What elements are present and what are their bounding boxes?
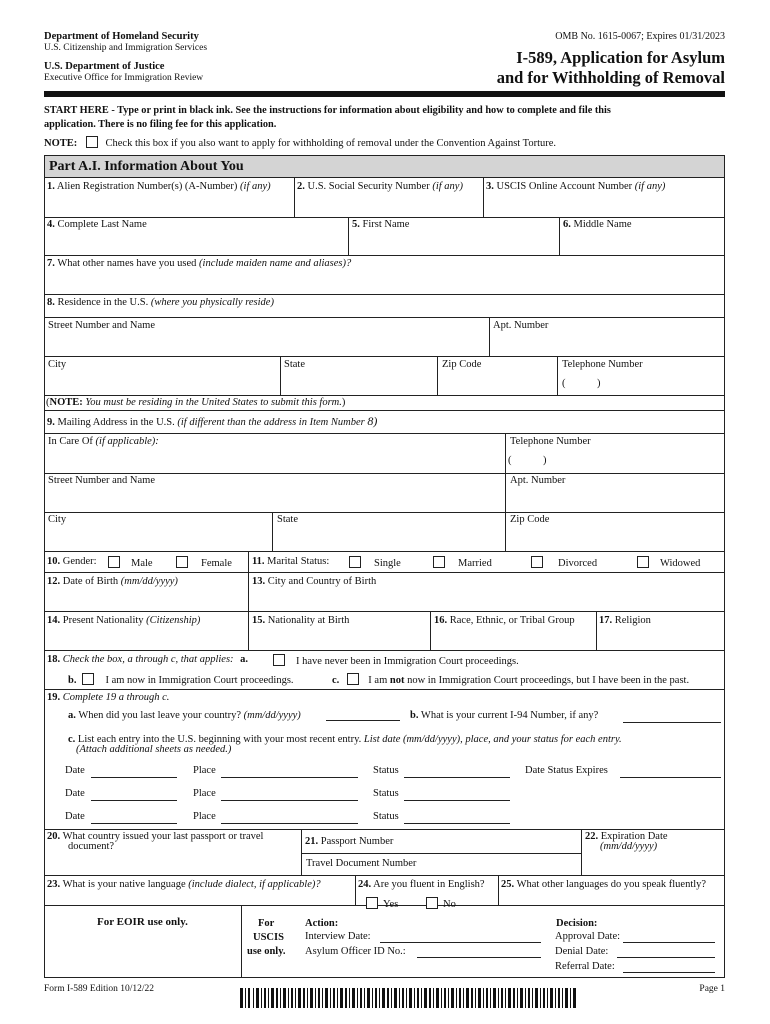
court-option-c[interactable]: c. I am not now in Immigration Court proceedings, but I have been in the past. [332, 675, 690, 686]
form-title-line2: and for Withholding of Removal [496, 68, 725, 87]
form-edition: Form I-589 Edition 10/12/22 [44, 984, 155, 994]
passport-country-input[interactable] [46, 855, 299, 874]
last-left-label: a. When did you last leave your country? (mm/dd/yyyy) [68, 710, 301, 721]
english-no[interactable]: No [426, 897, 456, 910]
religion-label: 17. Religion [599, 615, 651, 626]
denial-date-label: Denial Date: [555, 946, 609, 957]
other-languages-label: 25. What other languages do you speak fluently? [501, 879, 707, 890]
marital-label: 11. Marital Status: [252, 556, 330, 567]
english-yes[interactable]: Yes [366, 897, 398, 910]
entry3-status-input[interactable] [404, 823, 510, 824]
status-expires-input[interactable] [620, 777, 721, 778]
entry2-place-input[interactable] [221, 800, 358, 801]
denial-date-input[interactable] [617, 957, 715, 958]
eoir-use-label: For EOIR use only. [97, 916, 188, 928]
entry3-date-label: Date [65, 811, 85, 822]
action-label: Action: [305, 918, 339, 929]
marital-married[interactable]: Married [433, 556, 492, 569]
gender-female[interactable]: Female [176, 556, 232, 569]
entry1-date-input[interactable] [91, 777, 177, 778]
religion-input[interactable] [598, 628, 723, 649]
english-label: 24. Are you fluent in English? [358, 879, 485, 890]
expiration-input[interactable] [583, 855, 723, 874]
approval-date-input[interactable] [623, 942, 715, 943]
birth-nationality-input[interactable] [250, 628, 428, 649]
entry3-place-input[interactable] [221, 823, 358, 824]
passport-country-label-cont: document? [68, 841, 115, 852]
officer-id-label: Asylum Officer ID No.: [305, 946, 406, 957]
travel-doc-label: Travel Document Number [306, 858, 417, 869]
entries-label: 19. Complete 19 a through c. [47, 692, 170, 703]
gender-label: 10. Gender: [47, 556, 97, 567]
header-rule [44, 91, 725, 97]
other-names-label: 7. What other names have you used (include maiden name and aliases)? [47, 258, 352, 269]
officer-id-input[interactable] [417, 957, 541, 958]
expiration-label: 22. Expiration Date [585, 831, 668, 842]
note-label: NOTE: [44, 138, 78, 149]
court-c-checkbox[interactable] [347, 673, 359, 685]
other-names-input[interactable] [46, 272, 723, 293]
female-checkbox[interactable] [176, 556, 188, 568]
expiration-format: (mm/dd/yyyy) [600, 841, 658, 852]
referral-date-label: Referral Date: [555, 961, 615, 972]
mail-city-label: City [48, 514, 67, 525]
passport-country-label: 20. What country issued your last passport or travel [47, 831, 264, 842]
cat-note-text: Check this box if you also want to apply for withholding of removal under the Convention Against Torture. [105, 138, 557, 149]
interview-date-label: Interview Date: [305, 931, 371, 942]
mail-apt-label: Apt. Number [510, 475, 566, 486]
last-name-input[interactable] [46, 233, 346, 254]
cat-checkbox[interactable] [86, 136, 98, 148]
careof-input[interactable] [46, 450, 503, 472]
uscis-account-input[interactable] [485, 194, 723, 216]
married-checkbox[interactable] [433, 556, 445, 568]
careof-label: In Care Of (if applicable): [48, 436, 159, 447]
entry1-status-input[interactable] [404, 777, 510, 778]
mail-zip-label: Zip Code [510, 514, 550, 525]
res-state-label: State [284, 359, 305, 370]
cat-note [44, 136, 556, 149]
first-name-label: 5. First Name [352, 219, 410, 230]
court-label: 18. Check the box, a through c, that applies: a. [47, 654, 249, 665]
status-expires-label: Date Status Expires [525, 765, 608, 776]
entry2-status-label: Status [373, 788, 399, 799]
last-name-label: 4. Complete Last Name [47, 219, 147, 230]
mail-street-label: Street Number and Name [48, 475, 156, 486]
birthplace-input[interactable] [250, 589, 723, 610]
res-city-label: City [48, 359, 67, 370]
dob-label: 12. Date of Birth (mm/dd/yyyy) [47, 576, 178, 587]
native-language-label: 23. What is your native language (include dialect, if applicable)? [47, 879, 321, 890]
last-left-input[interactable] [326, 720, 400, 721]
mail-apt-input[interactable] [507, 489, 723, 511]
referral-date-input[interactable] [623, 972, 715, 973]
mail-tel-input[interactable]: ( ) [508, 455, 547, 466]
mail-street-input[interactable] [46, 489, 503, 511]
res-street-input[interactable] [46, 333, 487, 355]
entry2-date-input[interactable] [91, 800, 177, 801]
uscis-account-label: 3. USCIS Online Account Number (if any) [486, 181, 666, 192]
middle-name-input[interactable] [561, 233, 723, 254]
res-tel-input[interactable]: ( ) [562, 378, 601, 389]
part-a1-title: Part A.I. Information About You [45, 156, 724, 178]
attach-sheets-note: (Attach additional sheets as needed.) [76, 744, 232, 755]
mailing-label: 9. Mailing Address in the U.S. (if different than the address in Item Number 8) [47, 414, 378, 428]
uscis-use-label-2: USCIS [253, 932, 284, 943]
entry3-status-label: Status [373, 811, 399, 822]
entry2-place-label: Place [193, 788, 216, 799]
court-option-a[interactable]: I have never been in Immigration Court proceedings. [273, 654, 519, 667]
widowed-checkbox[interactable] [637, 556, 649, 568]
residence-label: 8. Residence in the U.S. (where you physically reside) [47, 297, 274, 308]
first-name-input[interactable] [350, 233, 557, 254]
entry3-place-label: Place [193, 811, 216, 822]
agency-eoir: Executive Office for Immigration Review [44, 73, 204, 83]
agency-doj: U.S. Department of Justice [44, 61, 165, 72]
res-apt-label: Apt. Number [493, 320, 549, 331]
race-label: 16. Race, Ethnic, or Tribal Group [434, 615, 575, 626]
entry1-date-label: Date [65, 765, 85, 776]
entry2-status-input[interactable] [404, 800, 510, 801]
nationality-input[interactable] [46, 628, 246, 649]
decision-label: Decision: [556, 918, 598, 929]
agency-uscis: U.S. Citizenship and Immigration Services [44, 43, 208, 53]
res-tel-label: Telephone Number [562, 359, 643, 370]
passport-number-label: 21. Passport Number [305, 836, 394, 847]
uscis-use-label-1: For [258, 918, 275, 929]
court-option-b[interactable]: b. I am now in Immigration Court proceedings. [68, 675, 294, 686]
i94-label: b. What is your current I-94 Number, if any? [410, 710, 599, 721]
i94-input[interactable] [623, 722, 721, 723]
entry-list-label: c. List each entry into the U.S. beginning with your most recent entry. List date (mm/dd/yyyy), place, and your status for each entry. [68, 734, 622, 745]
a-number-label: 1. Alien Registration Number(s) (A-Number) (if any) [47, 181, 271, 192]
res-zip-input[interactable] [439, 372, 555, 394]
res-zip-label: Zip Code [442, 359, 482, 370]
mail-state-input[interactable] [274, 528, 503, 550]
entry2-date-label: Date [65, 788, 85, 799]
entry3-date-input[interactable] [91, 823, 177, 824]
ssn-label: 2. U.S. Social Security Number (if any) [297, 181, 463, 192]
male-checkbox[interactable] [108, 556, 120, 568]
barcode [240, 988, 580, 1008]
entry1-place-label: Place [193, 765, 216, 776]
entry1-status-label: Status [373, 765, 399, 776]
race-input[interactable] [432, 628, 594, 649]
marital-single[interactable]: Single [349, 556, 401, 569]
uscis-use-label-3: use only. [247, 946, 286, 957]
court-a-checkbox[interactable] [273, 654, 285, 666]
birthplace-label: 13. City and Country of Birth [252, 576, 377, 587]
mail-zip-input[interactable] [507, 528, 723, 550]
res-street-label: Street Number and Name [48, 320, 156, 331]
res-state-input[interactable] [282, 372, 435, 394]
form-title-line1: I-589, Application for Asylum [516, 48, 725, 67]
ssn-input[interactable] [296, 194, 482, 216]
res-apt-input[interactable] [491, 333, 723, 355]
omb-number: OMB No. 1615-0067; Expires 01/31/2023 [555, 31, 725, 42]
page-number: Page 1 [699, 984, 725, 994]
birth-nationality-label: 15. Nationality at Birth [252, 615, 350, 626]
start-here-line1: START HERE - Type or print in black ink. See the instructions for information about eligibility and how to complete and file this [44, 105, 611, 116]
single-checkbox[interactable] [349, 556, 361, 568]
middle-name-label: 6. Middle Name [563, 219, 632, 230]
gender-male[interactable]: Male [108, 556, 153, 569]
approval-date-label: Approval Date: [555, 931, 621, 942]
residing-note: (NOTE: You must be residing in the United States to submit this form.) [46, 397, 346, 408]
a-number-input[interactable] [46, 194, 292, 216]
agency-dhs: Department of Homeland Security [44, 31, 199, 42]
court-b-checkbox[interactable] [82, 673, 94, 685]
divorced-checkbox[interactable] [531, 556, 543, 568]
interview-date-input[interactable] [380, 942, 541, 943]
nationality-label: 14. Present Nationality (Citizenship) [47, 615, 201, 626]
mail-tel-label: Telephone Number [510, 436, 591, 447]
entry1-place-input[interactable] [221, 777, 358, 778]
start-here-line2: application. There is no filing fee for this application. [44, 119, 277, 130]
res-city-input[interactable] [46, 372, 278, 394]
mail-city-input[interactable] [46, 528, 270, 550]
dob-input[interactable] [46, 589, 246, 610]
marital-divorced[interactable]: Divorced [531, 556, 597, 569]
marital-widowed[interactable]: Widowed [637, 556, 700, 569]
mail-state-label: State [277, 514, 298, 525]
